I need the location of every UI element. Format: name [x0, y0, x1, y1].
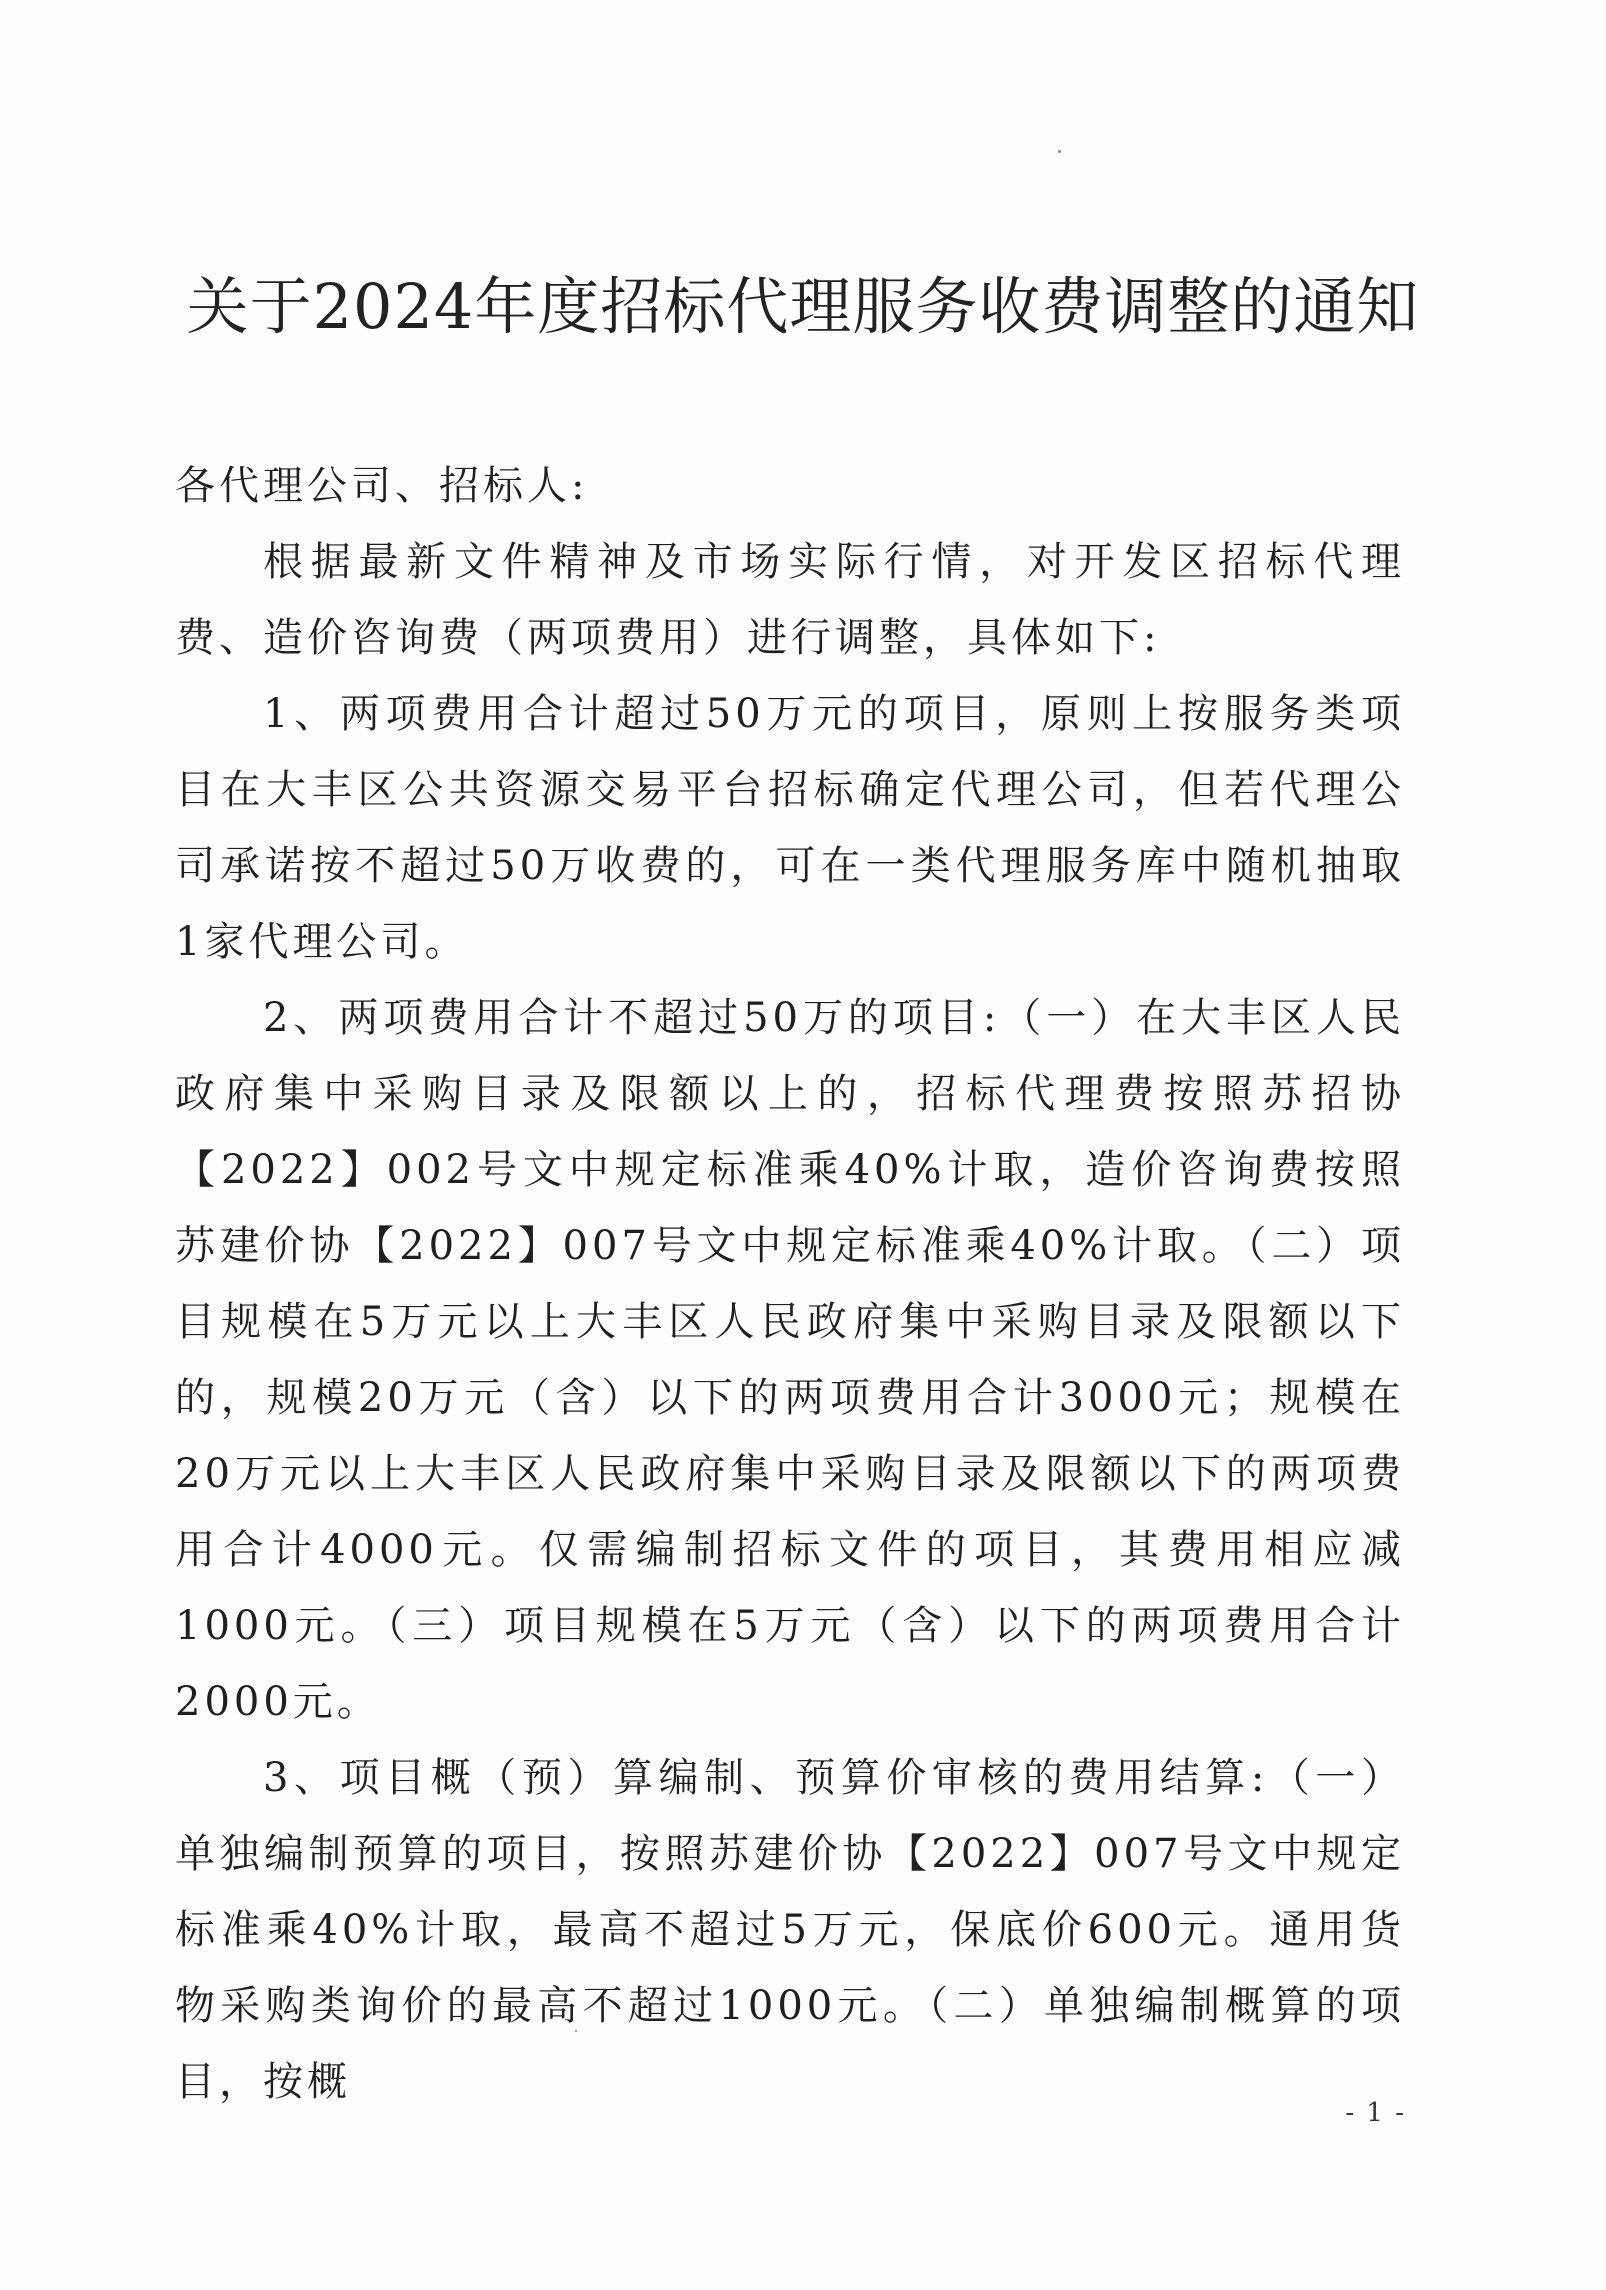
page-number: - 1 - [1345, 2098, 1406, 2128]
document-title: 关于2024年度招标代理服务收费调整的通知 [186, 270, 1420, 343]
paragraph-item-3: 3、项目概（预）算编制、预算价审核的费用结算:（一）单独编制预算的项目，按照苏建价协【2022】007号文中规定标准乘40%计取，最高不超过5万元，保底价600元。通用货物采购类询价的最高不超过1000元。（二）单独编制概算的项目，按概 [175, 1755, 1405, 2105]
salutation: 各代理公司、招标人: [175, 463, 589, 509]
paragraph-intro: 根据最新文件精神及市场实际行情，对开发区招标代理费、造价咨询费（两项费用）进行调整，具体如下: [175, 539, 1405, 661]
scan-speck [1058, 150, 1061, 153]
paragraph-item-1: 1、两项费用合计超过50万元的项目，原则上按服务类项目在大丰区公共资源交易平台招标确定代理公司，但若代理公司承诺按不超过50万收费的，可在一类代理服务库中随机抽取1家代理公司。 [175, 691, 1405, 965]
paragraph-item-2: 2、两项费用合计不超过50万的项目:（一）在大丰区人民政府集中采购目录及限额以上的，招标代理费按照苏招协【2022】002号文中规定标准乘40%计取，造价咨询费按照苏建价协【2022】007号文中规定标准乘40%计取。（二）项目规模在5万元以上大丰区人民政府集中采购目录及限额以下的，规模20万元（含）以下的两项费用合计3000元；规模在20万元以上大丰区人民政府集中采购目录及限额以下的两项费用合计4000元。仅需编制招标文件的项目，其费用相应减1000元。（三）项目规模在5万元（含）以下的两项费用合计2000元。 [175, 995, 1405, 1725]
document-body [175, 448, 1405, 2120]
